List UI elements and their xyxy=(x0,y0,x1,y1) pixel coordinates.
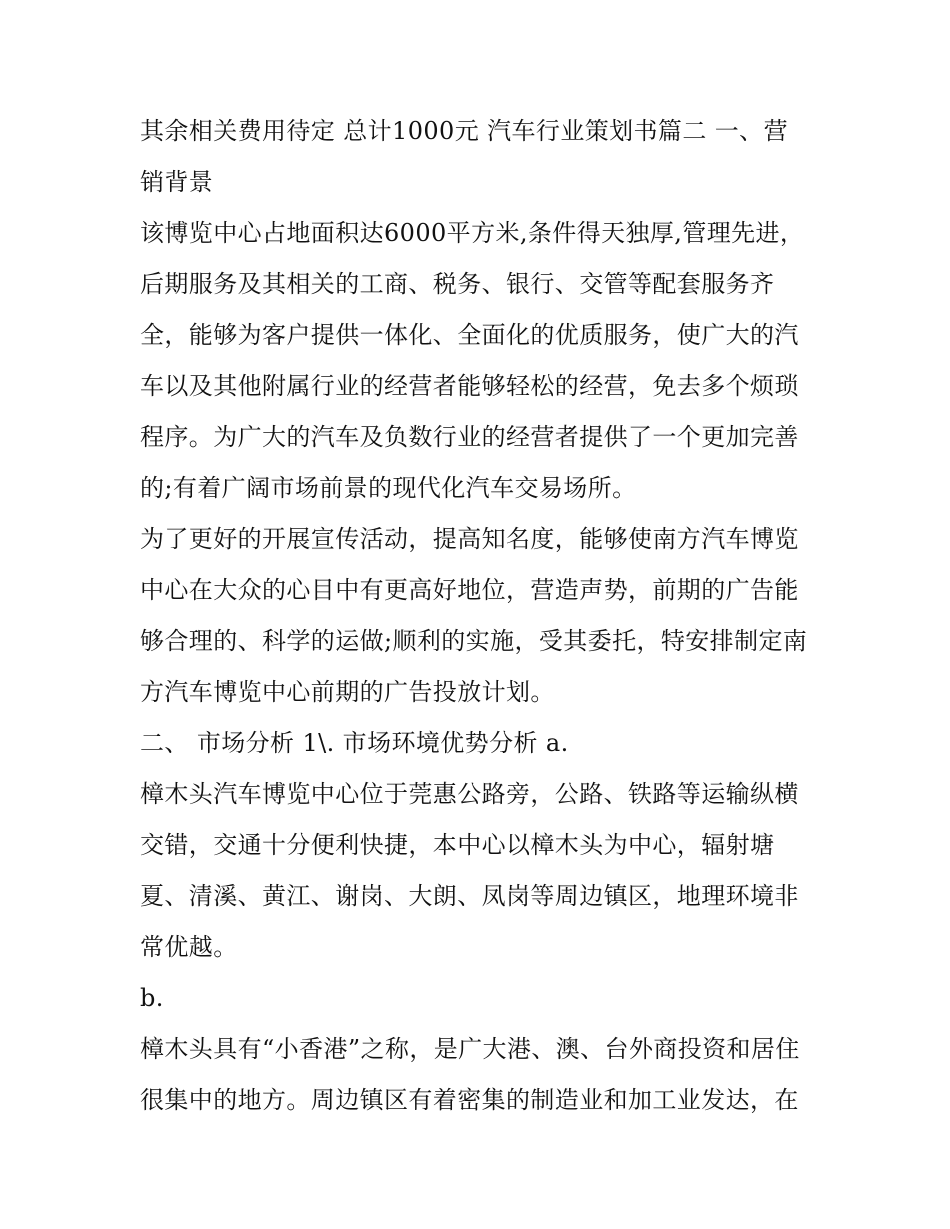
paragraph-little-hong-kong: 樟木头具有“小香港”之称，是广大港、澳、台外商投资和居住很集中的地方。周边镇区有着密集的制造业和加工业发达，在 xyxy=(140,1035,800,1114)
paragraph-budget-and-marketing-background: 其余相关费用待定 总计1000元 汽车行业策划书篇二 一、营销背景 xyxy=(140,117,788,196)
document-body xyxy=(140,106,812,1126)
paragraph-location-advantage: 樟木头汽车博览中心位于莞惠公路旁，公路、铁路等运输纵横交错，交通十分便利快捷，本中心以樟木头为中心，辐射塘夏、清溪、黄江、谢岗、大朗、凤岗等周边镇区，地理环境非常优越。 xyxy=(140,780,799,961)
list-marker-b: b. xyxy=(140,984,164,1012)
heading-market-analysis: 二、 市场分析 1\. 市场环境优势分析 a. xyxy=(140,729,569,757)
paragraph-promotion-purpose: 为了更好的开展宣传活动，提高知名度，能够使南方汽车博览中心在大众的心目中有更高好地位，营造声势，前期的广告能够合理的、科学的运做;顺利的实施，受其委托，特安排制定南方汽车博览中心前期的广告投放计划。 xyxy=(140,525,808,706)
paragraph-expo-center-overview: 该博览中心占地面积达6000平方米,条件得天独厚,管理先进，后期服务及其相关的工商、税务、银行、交管等配套服务齐全，能够为客户提供一体化、全面化的优质服务，使广大的汽车以及其他附属行业的经营者能够轻松的经营，免去多个烦琐程序。为广大的汽车及负数行业的经营者提供了一个更加完善的;有着广阔市场前景的现代化汽车交易场所。 xyxy=(140,219,805,502)
